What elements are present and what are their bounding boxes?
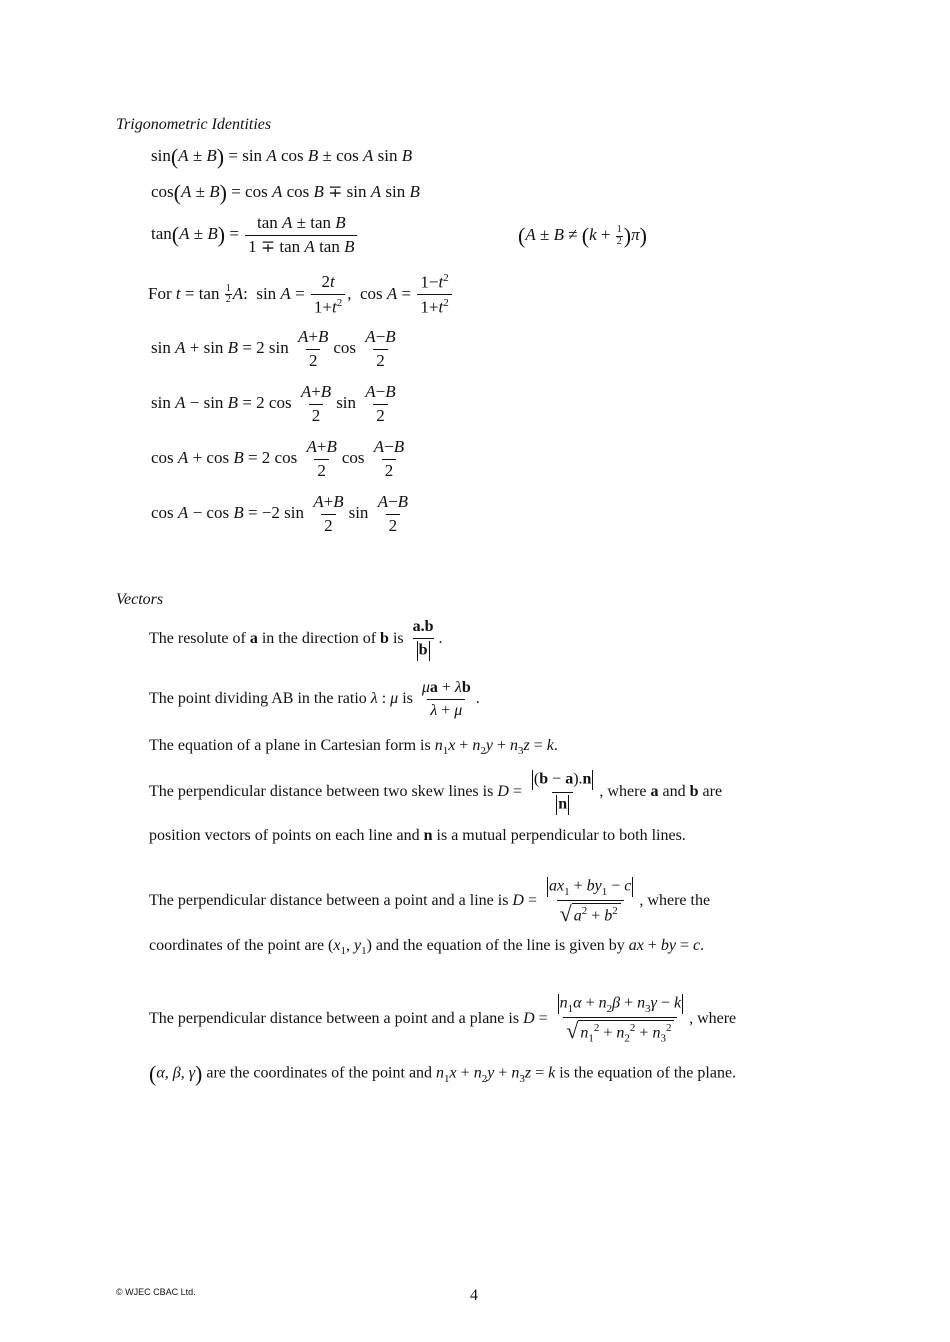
pointplane-where-text: , where	[689, 1009, 737, 1027]
for-t-label: For	[148, 283, 172, 303]
point-line-line1: The perpendicular distance between a point and a line is D = $ax_1 + by_1 - c$ √ $a^2 + b^2$ , where the	[149, 877, 711, 926]
resolute-mid-text: in the direction of	[261, 629, 377, 647]
point-plane-line1: The perpendicular distance between a point and a plane is D = $n_1\alpha + n_2\beta + n_3\gamma - k$ √ $n_1^2 + n_2^2 + n_3^2$ , where	[149, 994, 737, 1045]
page-number: 4	[470, 1287, 478, 1304]
dividing-text: The point dividing AB in the ratio	[149, 689, 367, 707]
skew-where-text: , where	[599, 783, 647, 801]
pointplane-text: The perpendicular distance between a point and a plane is	[149, 1009, 520, 1027]
identity-sin-minus-sin: sin A − sin B = 2 cos $\frac{A+B}{2}$ sin $\frac{A-B}{2}$	[151, 382, 396, 425]
identity-tan-sum: tan(A ± B) = $\frac{\text{tan A ± tan B}}{\text{1 ∓ tan A tan B}}$	[151, 214, 359, 256]
identity-cos-sum: cos(A ± B) = cos A cos B ∓ sin A sin B	[151, 180, 420, 205]
pointplane-line2b-text: is the equation of the plane.	[559, 1064, 737, 1082]
skew-text: The perpendicular distance between two skew lines is	[149, 783, 494, 801]
skew-lines-line2: position vectors of points on each line and n is a mutual perpendicular to both lines.	[149, 827, 686, 844]
pointline-text: The perpendicular distance between a point and a line is	[149, 891, 509, 909]
skew-line2b-text: is a mutual perpendicular to both lines.	[436, 827, 686, 844]
copyright: © WJEC CBAC Ltd.	[116, 1287, 196, 1297]
tan-condition: (A ± B ≠ (k + $\frac{1}{2}$ )π)	[518, 223, 647, 248]
pointline-where-text: , where the	[639, 891, 711, 909]
pointline-line2b-text: and the equation of the line is given by	[375, 937, 625, 954]
skew-are-text: are	[702, 783, 723, 801]
trig-heading: Trigonometric Identities	[116, 116, 272, 133]
skew-and-text: and	[662, 783, 686, 801]
dividing-line: The point dividing AB in the ratio λ : μ is $\frac{\mu a + \lambda b}{\lambda + \mu}$ .	[149, 679, 480, 719]
identity-cos-minus-cos: cos A − cos B = −2 sin $\frac{A+B}{2}$ sin $\frac{A-B}{2}$	[151, 492, 409, 535]
plane-equation-line: The equation of a plane in Cartesian form is $n_1x + n_2y + n_3z = k$.	[149, 737, 558, 758]
point-plane-line2: (α, β, γ) are the coordinates of the point and $n_1x + n_2y + n_3z = k$ is the equation of the plane.	[149, 1061, 737, 1086]
identity-t-substitution: For t = tan $\frac{1}{2}$ A: sin A = $\frac{2t}{1+t^2}$ , cos A = $\frac{1-t^2}{1+t^2}$	[148, 272, 454, 318]
resolute-is-text: is	[392, 629, 404, 647]
skew-line2a-text: position vectors of points on each line and	[149, 827, 420, 844]
identity-sin-plus-sin: sin A + sin B = 2 sin $\frac{A+B}{2}$ cos $\frac{A-B}{2}$	[151, 327, 396, 370]
dividing-is-text: is	[402, 689, 413, 707]
resolute-text: The resolute of	[149, 629, 246, 647]
skew-lines-line1: The perpendicular distance between two skew lines is D = $\frac{(b - a).n}{n}$ , where a and b are	[149, 770, 722, 815]
identity-sin-sum: sin(A ± B) = sin A cos B ± cos A sin B	[151, 144, 413, 169]
pointline-line2a-text: coordinates of the point are	[149, 937, 325, 954]
point-line-line2: coordinates of the point are ($x_1$, $y_1$) and the equation of the line is given by ax + by = c.	[149, 937, 705, 958]
vectors-heading: Vectors	[116, 591, 164, 608]
resolute-line: The resolute of a in the direction of b is $\frac{a.b}{b}$ .	[149, 618, 443, 661]
plane-text: The equation of a plane in Cartesian form is	[149, 737, 431, 754]
pointplane-line2a-text: are the coordinates of the point and	[206, 1064, 433, 1082]
identity-cos-plus-cos: cos A + cos B = 2 cos $\frac{A+B}{2}$ cos $\frac{A-B}{2}$	[151, 437, 405, 480]
